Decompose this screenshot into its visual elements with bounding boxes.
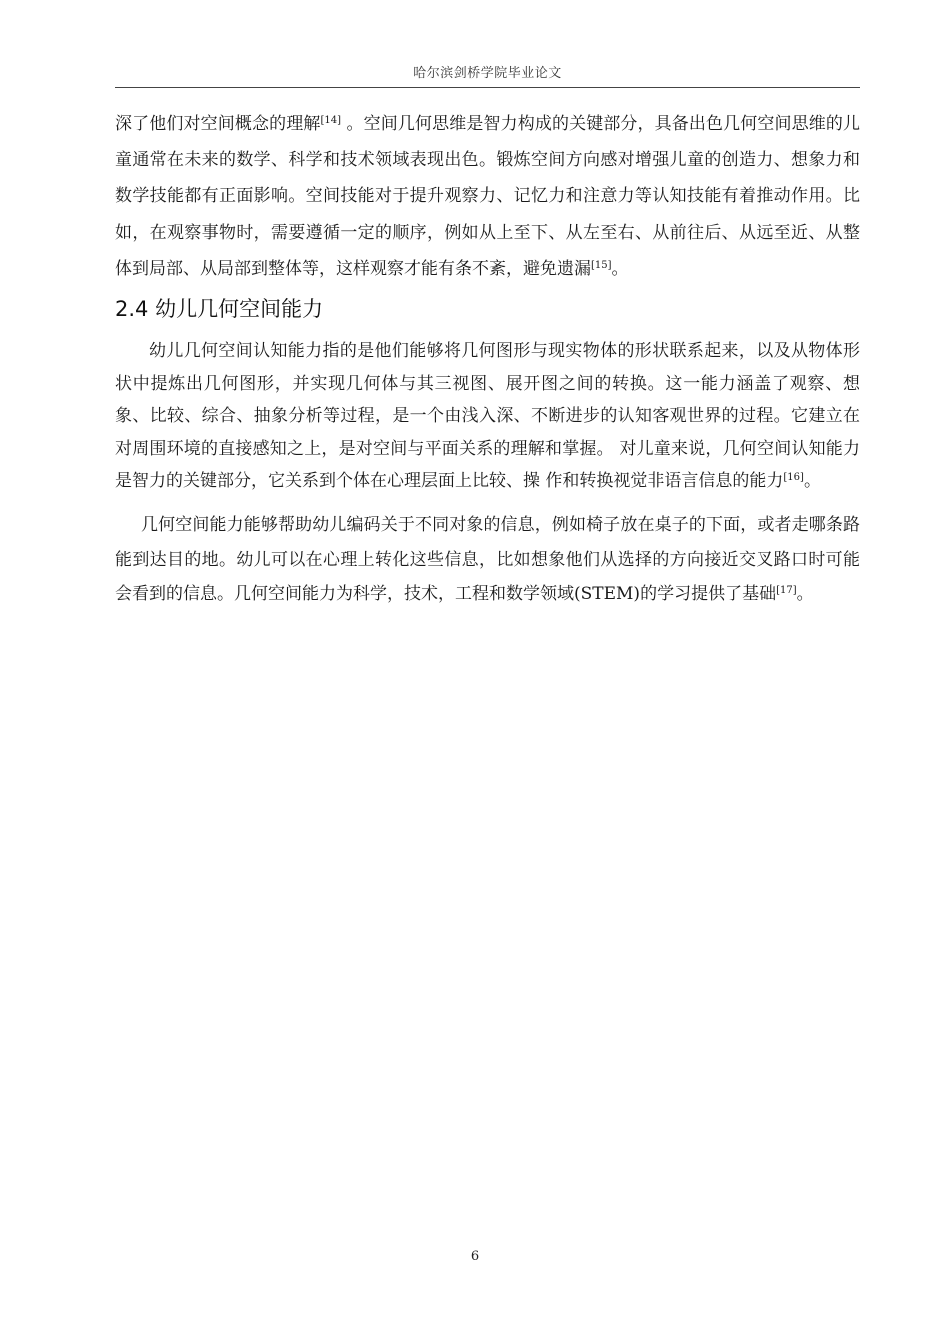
page-number: 6 — [470, 1249, 480, 1264]
paragraph-3-text-a: 几何空间能力能够帮助幼儿编码关于不同对象的信息，例如椅子放在桌子的下面，或者走哪条路能到达目的地。幼儿可以在心理上转化这些信息，比如想象他们从选择的方向接近交叉路口时可能会看到的信息。几何空间能力为科学，技术，工程和数学领域(STEM)的学习提供了基础 — [115, 514, 860, 605]
body-text — [115, 106, 860, 612]
page-header: 哈尔滨剑桥学院毕业论文 — [413, 66, 562, 81]
paragraph-1-text-a: 深了他们对空间概念的理解 — [115, 114, 321, 134]
paragraph-3-text-b: 。 — [796, 584, 814, 605]
section-heading: 2.4 幼儿几何空间能力 — [115, 297, 324, 322]
citation-16: [16] — [783, 472, 804, 484]
paragraph-2-text-a: 幼儿几何空间认知能力指的是他们能够将几何图形与现实物体的形状联系起来，以及从物体形状中提炼出几何图形，并实现几何体与其三视图、展开图之间的转换。这一能力涵盖了观察、想象、比较、综合、抽象分析等过程，是一个由浅入深、不断进步的认知客观世界的过程。它建立在对周围环境的直接感知之上，是对空间与平面关系的理解和掌握。 对儿童来说，几何空间认知能力是智力的关键部分，它关系到个体在心理层面上比较、操 作和转换视觉非语言信息的能力 — [115, 341, 860, 492]
paragraph-1 — [115, 106, 860, 287]
paragraph-3 — [115, 508, 860, 612]
header-rule — [115, 87, 860, 88]
citation-15: [15] — [591, 259, 612, 271]
paragraph-2 — [115, 335, 860, 498]
paragraph-1-text-c: 。 — [611, 258, 629, 279]
citation-17: [17] — [776, 585, 797, 597]
paragraph-1-text-b: 。空间几何思维是智力构成的关键部分，具备出色几何空间思维的儿童通常在未来的数学、科学和技术领域表现出色。锻炼空间方向感对增强儿童的创造力、想象力和数学技能都有正面影响。空间技能对于提升观察力、记忆力和注意力等认知技能有着推动作用。比如，在观察事物时，需要遵循一定的顺序，例如从上至下、从左至右、从前往后、从远至近、从整体到局部、从局部到整体等，这样观察才能有条不紊，避免遗漏 — [115, 114, 861, 279]
paragraph-2-text-b: 。 — [803, 471, 821, 492]
citation-14: [14] — [320, 115, 341, 126]
